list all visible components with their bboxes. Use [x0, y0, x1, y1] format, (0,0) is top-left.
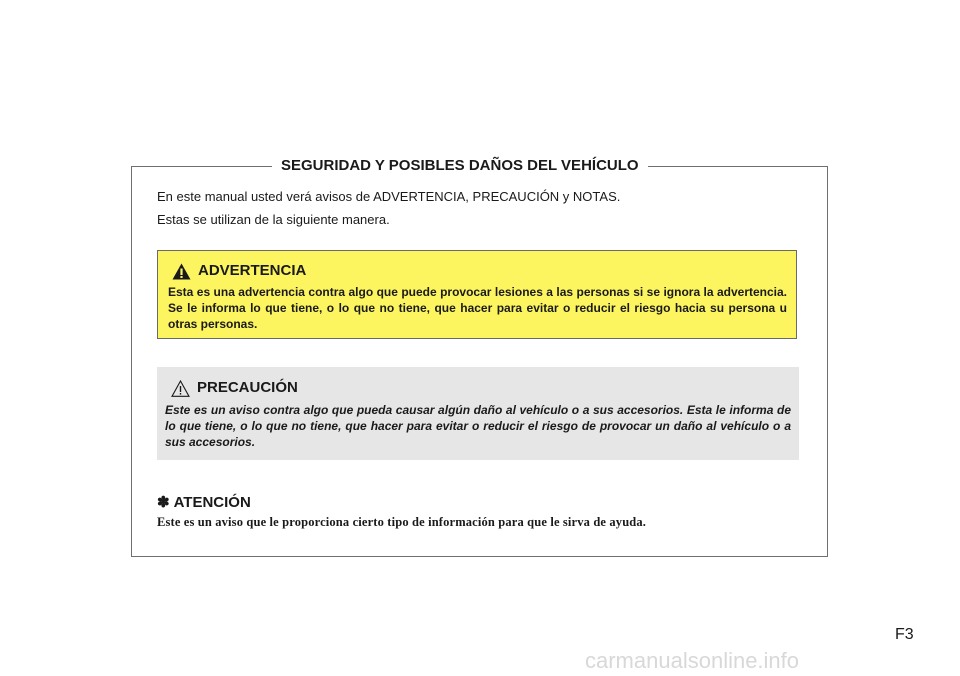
warning-body: Esta es una advertencia contra algo que puede provocar lesiones a las personas si se ignora la advertencia. Se le informa lo que tiene, o lo que no tiene, que hacer para evitar o reducir el riesgo hacia su persona u otras personas.: [168, 285, 787, 331]
intro-text-line-1: En este manual usted verá avisos de ADVERTENCIA, PRECAUCIÓN y NOTAS.: [157, 189, 621, 204]
watermark: carmanualsonline.info: [585, 648, 800, 673]
note-asterisk-icon: ✽: [157, 494, 170, 511]
note-body: Este es un aviso que le proporciona cierto tipo de información para que le sirva de ayuda.: [157, 515, 647, 529]
warning-box: [157, 250, 797, 339]
warning-title: ADVERTENCIA: [198, 262, 307, 279]
caution-box: [157, 367, 799, 460]
caution-triangle-icon: [171, 380, 190, 397]
section-title: SEGURIDAD Y POSIBLES DAÑOS DEL VEHÍCULO: [272, 155, 648, 177]
intro-text-line-2: Estas se utilizan de la siguiente manera.: [157, 212, 390, 227]
caution-body: Este es un aviso contra algo que pueda causar algún daño al vehículo o a sus accesorios. Esta le informa de lo que tiene, o lo que no tiene, que hacer para evitar o reducir el riesgo de provocar un daño al vehículo o a sus accesorios.: [165, 403, 791, 449]
note-title: ATENCIÓN: [173, 494, 251, 511]
note-header: [157, 494, 251, 512]
caution-title: PRECAUCIÓN: [197, 379, 298, 396]
caution-header: [171, 379, 298, 397]
warning-header: [172, 262, 306, 280]
warning-triangle-icon: [172, 263, 191, 280]
page-number: F3: [895, 626, 914, 643]
